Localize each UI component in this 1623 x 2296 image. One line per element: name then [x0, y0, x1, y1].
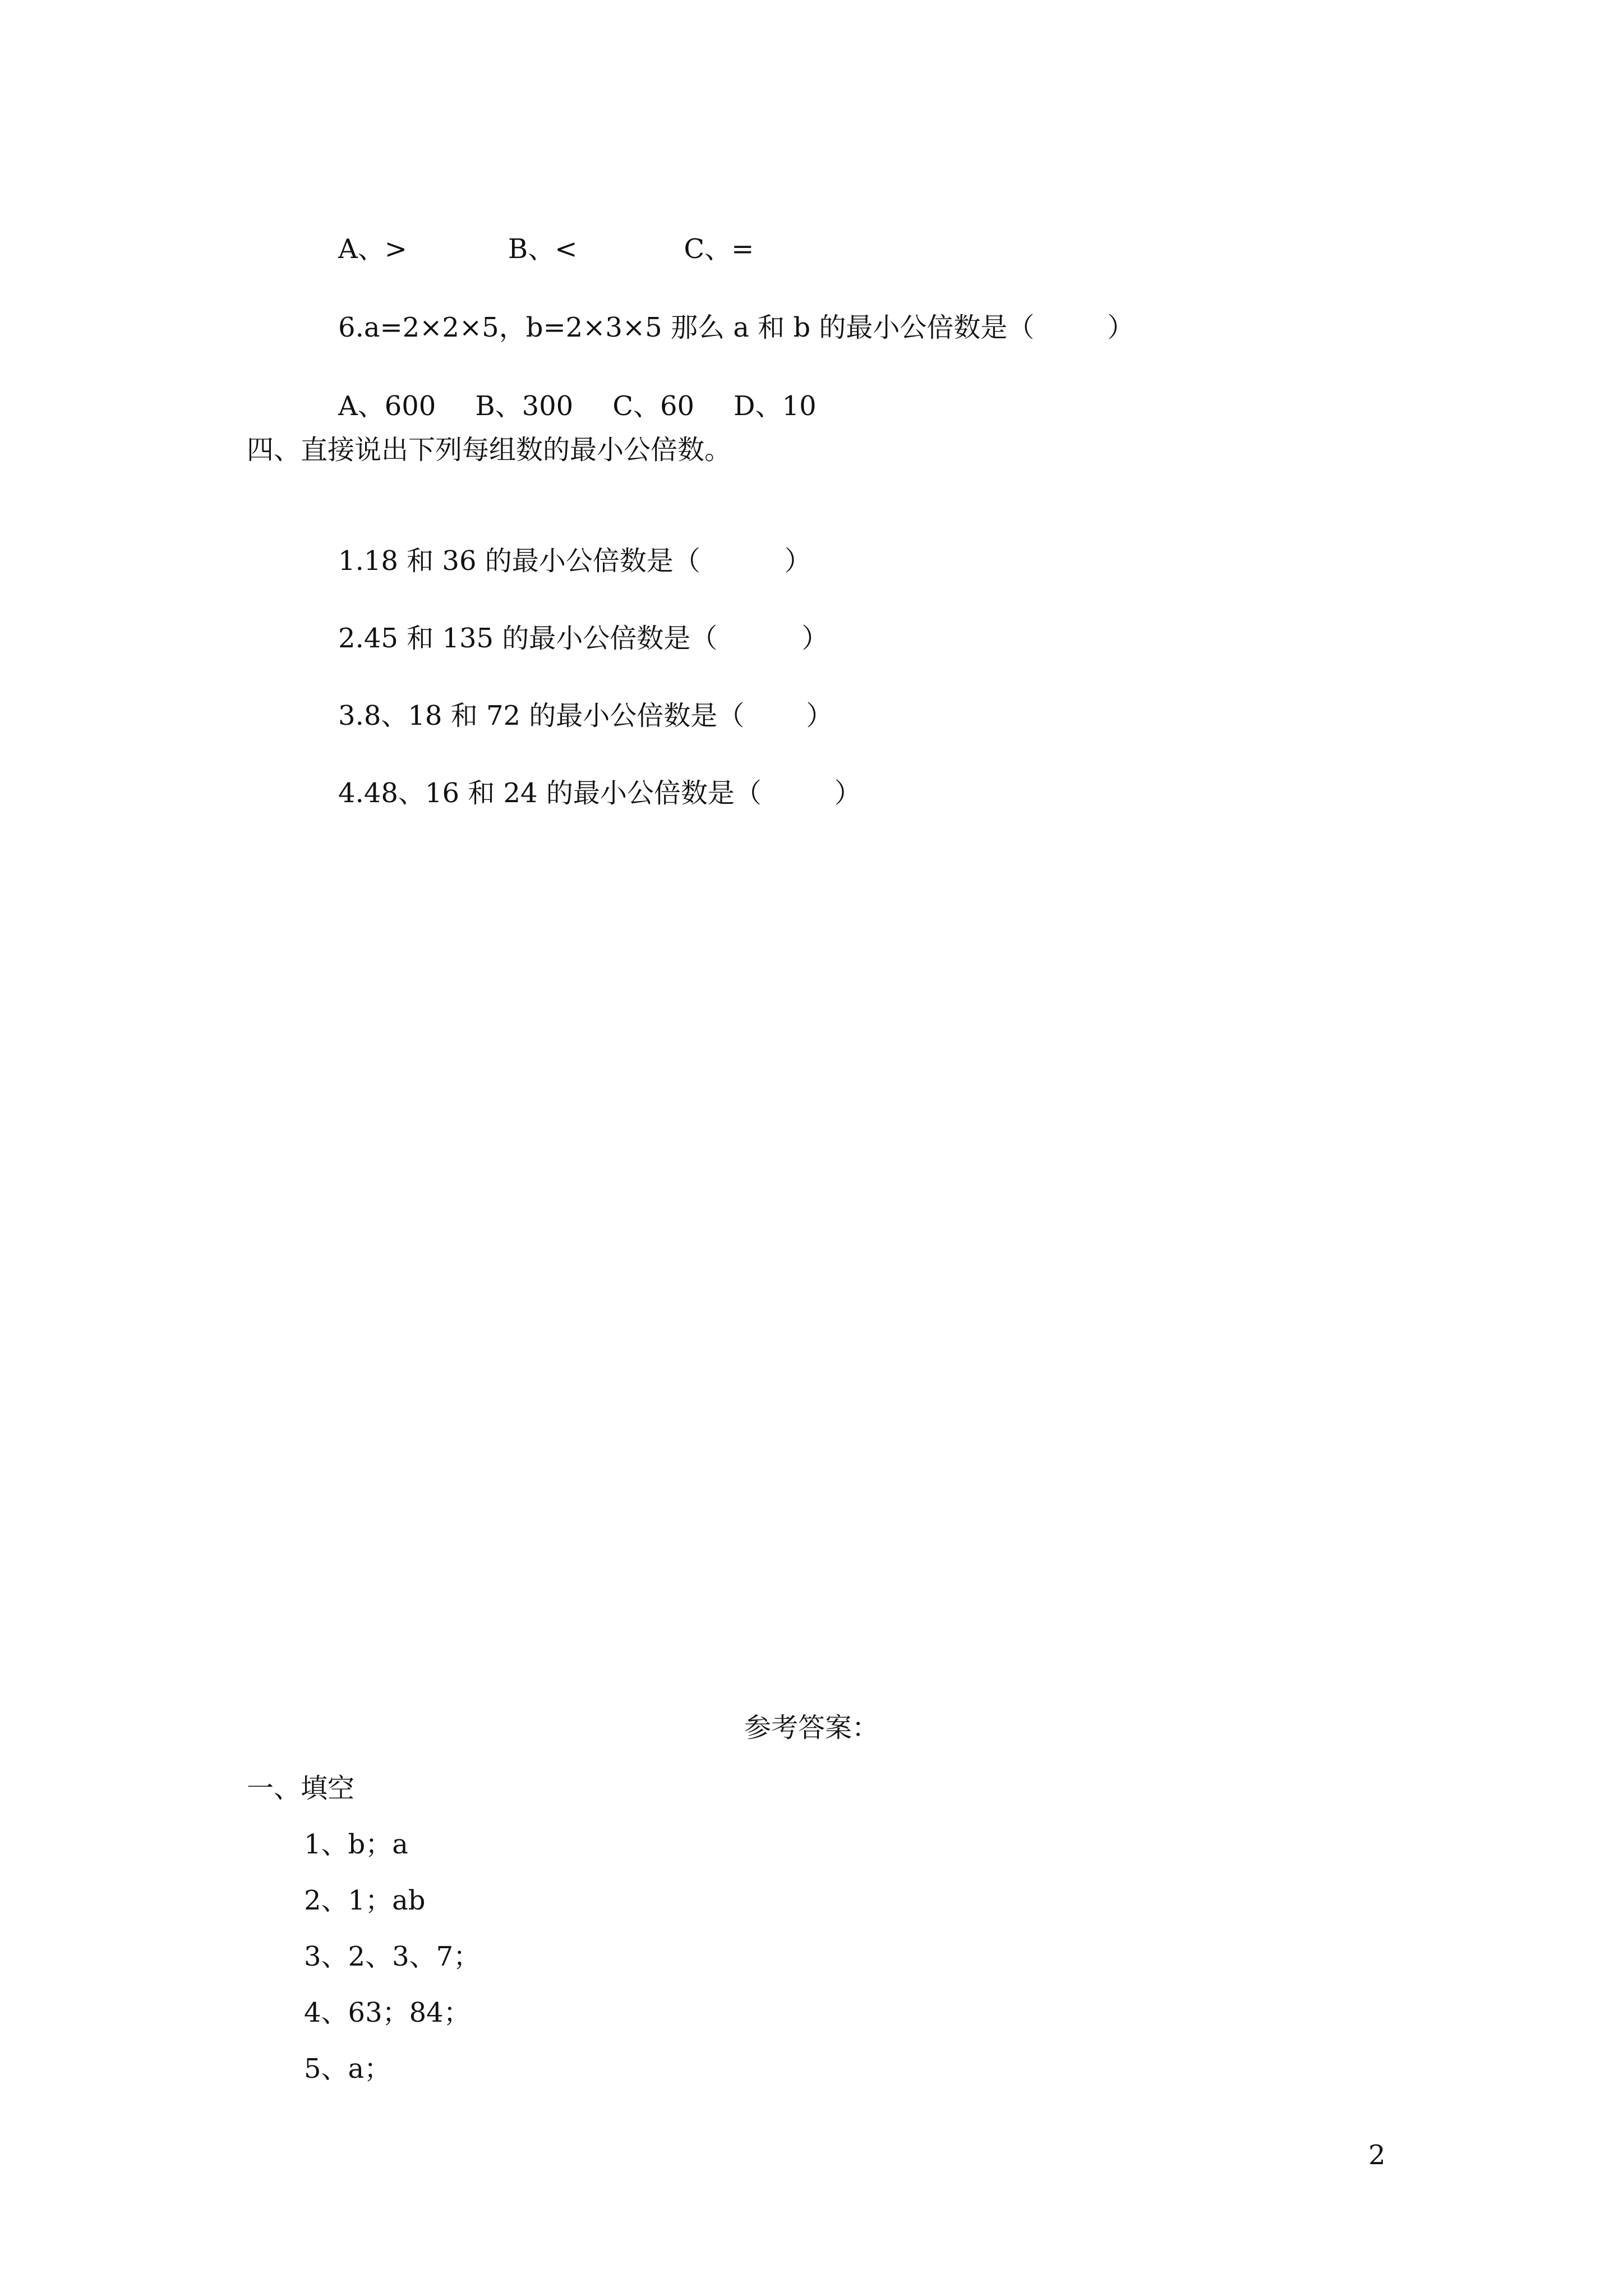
section4-item-4 [304, 743, 861, 844]
question5-option-a: A、> [338, 233, 407, 265]
answer-item-1: 1、b；a [304, 1829, 408, 1860]
section4-item-4-close-paren: ） [834, 777, 861, 809]
question6-option-a: A、600 [338, 390, 436, 422]
answers-title: 参考答案： [744, 1712, 879, 1743]
question5-option-b: B、< [508, 233, 578, 265]
question6-option-c: C、60 [612, 390, 695, 422]
section4-item-3-text: 3.8、18 和 72 的最小公倍数是（ [338, 700, 745, 731]
question5-option-c: C、= [684, 233, 754, 265]
section4-item-1-text: 1.18 和 36 的最小公倍数是（ [338, 545, 700, 577]
section4-heading: 四、直接说出下列每组数的最小公倍数。 [247, 434, 732, 466]
section4-item-2-close-paren: ） [801, 623, 829, 654]
answers-section1-heading: 一、填空 [247, 1773, 355, 1804]
answer-item-3: 3、2、3、7； [304, 1941, 481, 1972]
question6-option-b: B、300 [475, 390, 574, 422]
page-number: 2 [1368, 2139, 1386, 2171]
section4-item-2-text: 2.45 和 135 的最小公倍数是（ [338, 623, 718, 654]
answer-item-4: 4、63；84； [304, 1997, 471, 2028]
answer-item-2: 2、1；ab [304, 1885, 426, 1916]
section4-item-4-text: 4.48、16 和 24 的最小公倍数是（ [338, 777, 762, 809]
section4-item-3-close-paren: ） [806, 700, 833, 731]
question6-stem: 6.a=2×2×5，b=2×3×5 那么 a 和 b 的最小公倍数是（ [338, 312, 1035, 343]
section4-item-1-close-paren: ） [784, 545, 811, 577]
question6-option-d: D、10 [734, 390, 817, 422]
question6-close-paren: ） [1107, 312, 1135, 343]
answer-item-5: 5、a； [304, 2053, 391, 2085]
